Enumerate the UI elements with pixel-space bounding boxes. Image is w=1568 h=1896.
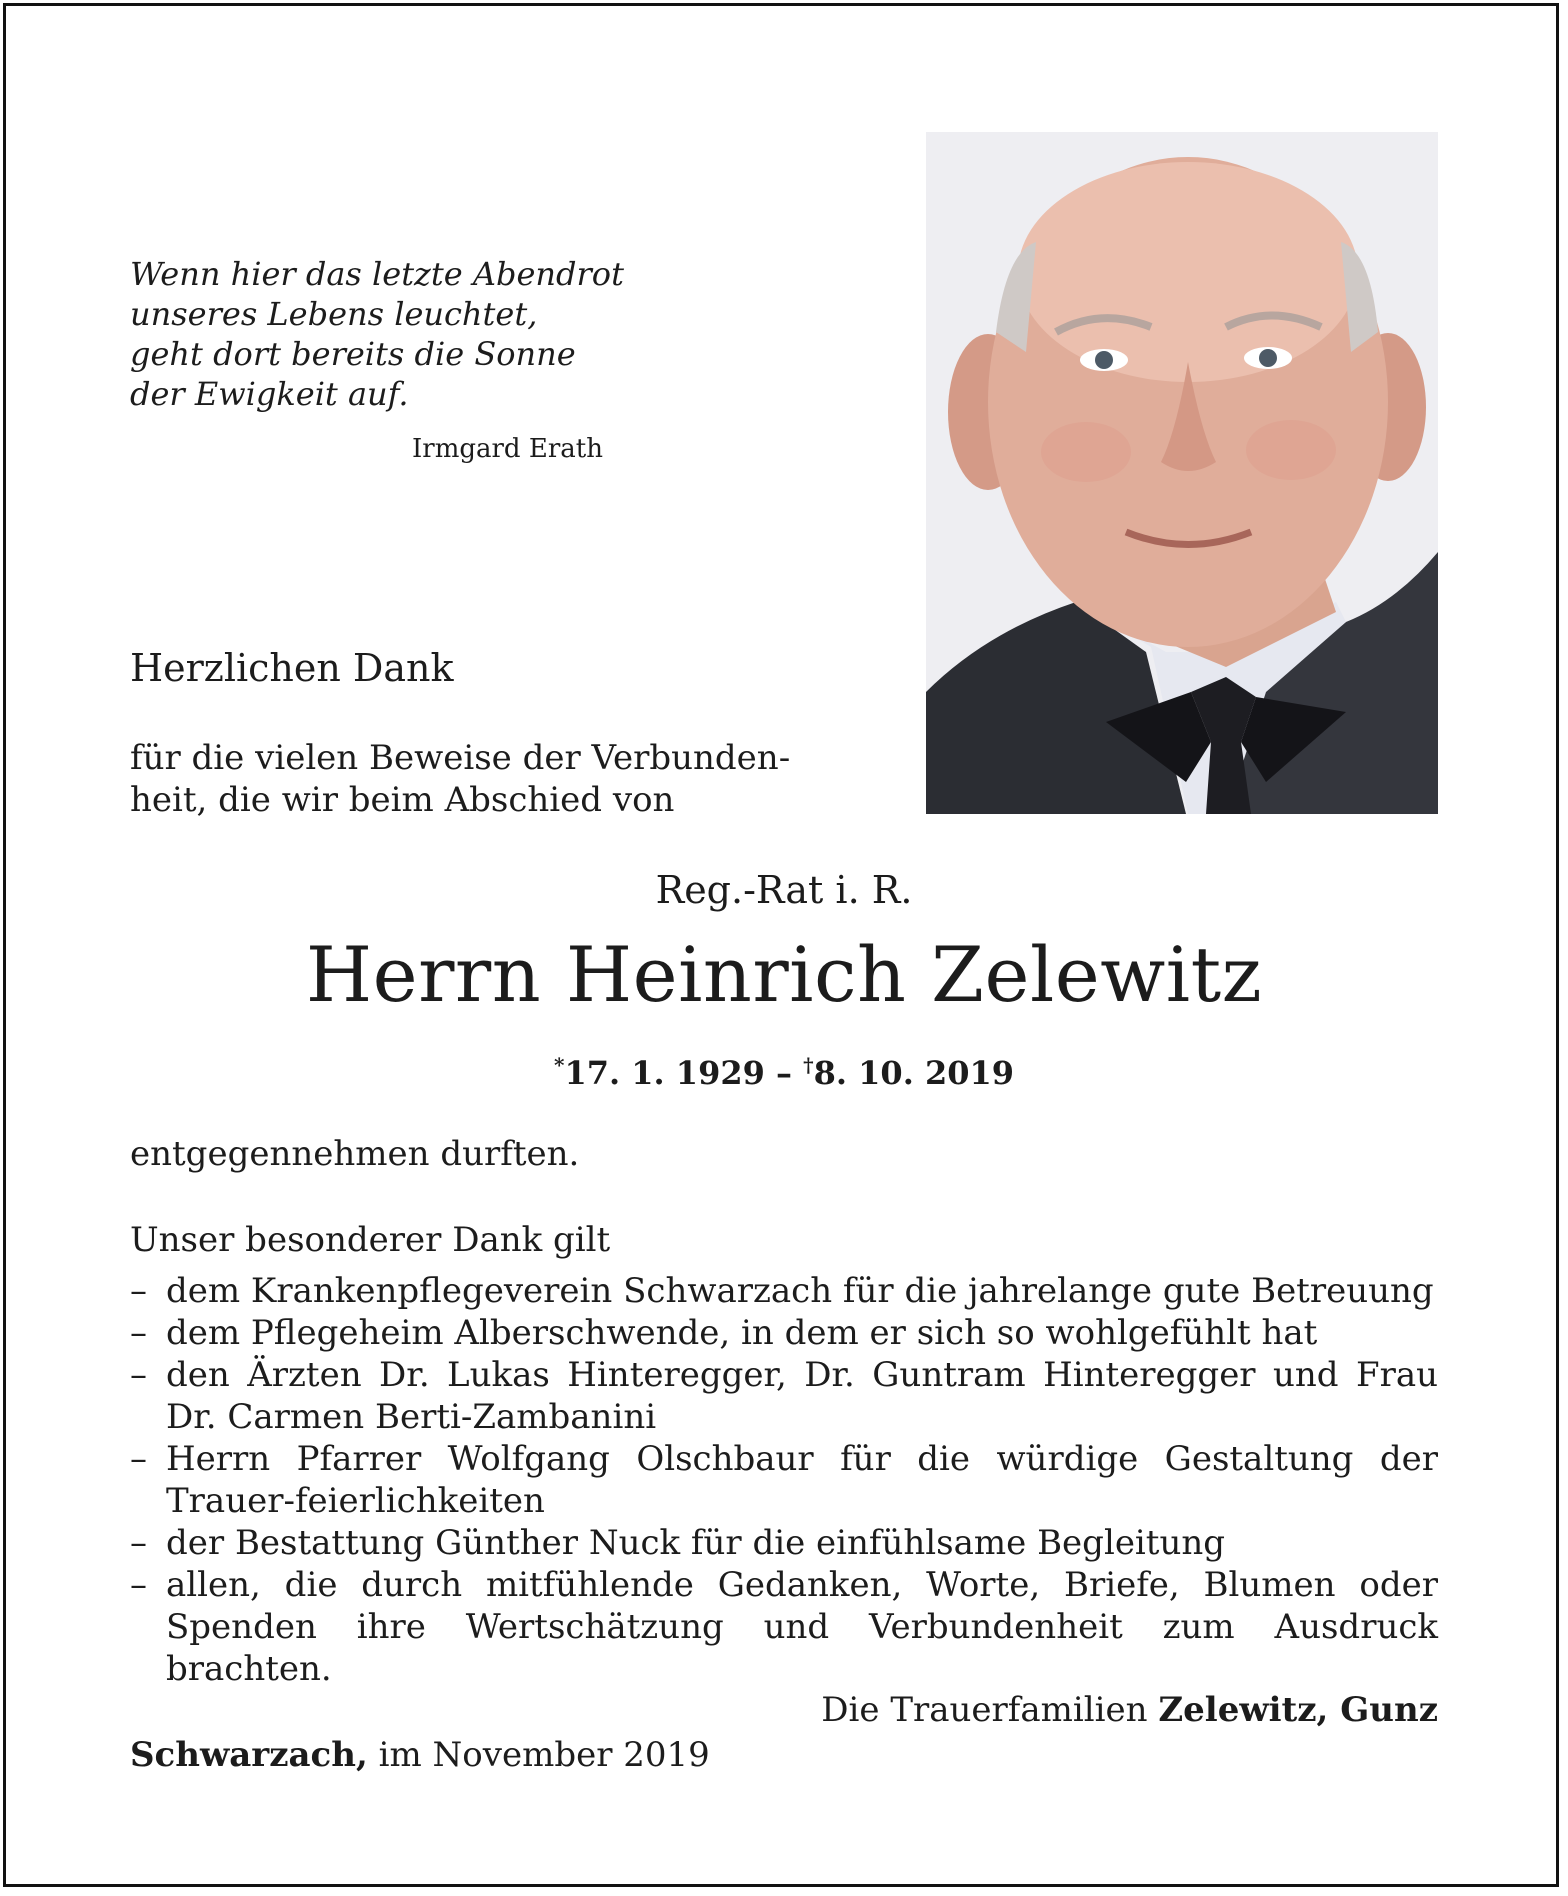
deceased-title: Reg.-Rat i. R. (655, 868, 913, 912)
family-signature (821, 1690, 1438, 1730)
list-item (130, 1354, 1438, 1438)
special-thanks-list (130, 1270, 1438, 1690)
signature-prefix: Die Trauerfamilien (821, 1690, 1159, 1730)
portrait-illustration (926, 132, 1438, 814)
list-item-text: dem Krankenpflegeverein Schwarzach für die jahrelange gute Betreuung (166, 1271, 1434, 1311)
birth-date: 17. 1. 1929 (564, 1054, 765, 1092)
list-item (130, 1312, 1438, 1354)
list-item (130, 1438, 1438, 1522)
deceased-name: Herrn Heinrich Zelewitz (305, 930, 1263, 1019)
portrait-photo (926, 132, 1438, 814)
life-dates (0, 1053, 1568, 1092)
dash-marker: – (130, 1565, 147, 1605)
dash-marker: – (130, 1439, 147, 1479)
list-item (130, 1270, 1438, 1312)
list-item-text: den Ärzten Dr. Lukas Hinteregger, Dr. Guntram Hinteregger und Frau Dr. Carmen Berti-Zambanini (166, 1355, 1438, 1437)
list-item-text: allen, die durch mitfühlende Gedanken, Worte, Briefe, Blumen oder Spenden ihre Wertschätzung und Verbundenheit zum Ausdruck brachten. (166, 1565, 1438, 1689)
dash-marker: – (130, 1523, 147, 1563)
list-item-text: der Bestattung Günther Nuck für die einfühlsame Begleitung (166, 1523, 1226, 1563)
poem-line: unseres Lebens leuchtet, (130, 295, 538, 333)
dash-marker: – (130, 1271, 147, 1311)
received-text: entgegennehmen durften. (130, 1134, 580, 1174)
date-separator: – (764, 1054, 804, 1092)
special-thanks-heading: Unser besonderer Dank gilt (130, 1220, 611, 1260)
death-date: 8. 10. 2019 (813, 1054, 1015, 1092)
date-text: im November 2019 (367, 1735, 710, 1775)
family-names: Zelewitz, Gunz (1158, 1690, 1438, 1730)
place-name: Schwarzach, (130, 1735, 368, 1775)
poem-author: Irmgard Erath (412, 434, 603, 464)
list-item-text: dem Pflegeheim Alberschwende, in dem er sich so wohlgefühlt hat (166, 1313, 1318, 1353)
dash-marker: – (130, 1355, 147, 1395)
birth-symbol: * (553, 1053, 565, 1077)
thanks-text-line: heit, die wir beim Abschied von (130, 780, 675, 820)
thanks-heading: Herzlichen Dank (130, 646, 454, 690)
thanks-text-line: für die vielen Beweise der Verbunden- (130, 738, 791, 778)
dash-marker: – (130, 1313, 147, 1353)
list-item (130, 1564, 1438, 1690)
thanks-text (130, 737, 790, 821)
place-date (130, 1735, 710, 1775)
list-item (130, 1522, 1438, 1564)
poem-line: geht dort bereits die Sonne (130, 335, 576, 373)
poem-line: Wenn hier das letzte Abendrot (130, 255, 624, 293)
poem-line: der Ewigkeit auf. (130, 375, 409, 413)
death-symbol: † (803, 1053, 814, 1077)
list-item-text: Herrn Pfarrer Wolfgang Olschbaur für die würdige Gestaltung der Trauer-feierlichkeiten (166, 1439, 1438, 1521)
poem (130, 254, 624, 414)
